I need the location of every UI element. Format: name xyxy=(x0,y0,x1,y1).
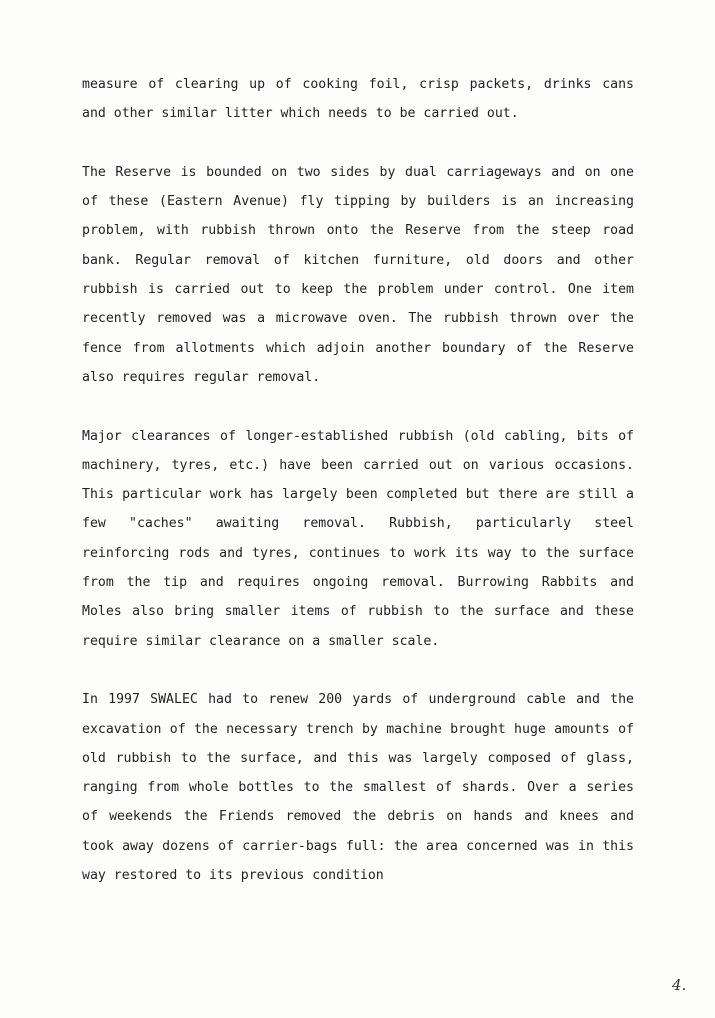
paragraph-litter: measure of clearing up of cooking foil, crisp packets, drinks cans and other similar litter which needs to be carried out. xyxy=(82,77,634,122)
page-number: 4. xyxy=(672,976,687,994)
paragraph-swalec-cable: In 1997 SWALEC had to renew 200 yards of underground cable and the excavation of the necessary trench by machine brought huge amounts of old rubbish to the surface, and this was largely composed of glass, ranging from whole bottles to the smallest of shards. Over a series of weekends the Friends removed the debris on hands and knees and took away dozens of carrier-bags full: the area concerned was in this way restored to its previous condition xyxy=(82,692,634,884)
paragraph-fly-tipping: The Reserve is bounded on two sides by dual carriageways and on one of these (Eastern Avenue) fly tipping by builders is an increasing problem, with rubbish thrown onto the Reserve from the steep road bank. Regular removal of kitchen furniture, old doors and other rubbish is carried out to keep the problem under control. One item recently removed was a microwave oven. The rubbish thrown over the fence from allotments which adjoin another boundary of the Reserve also requires regular removal. xyxy=(82,164,634,385)
document-body xyxy=(82,70,634,920)
paragraph-major-clearances: Major clearances of longer-established rubbish (old cabling, bits of machinery, tyres, etc.) have been carried out on various occasions. This particular work has largely been completed but there are still a few "caches" awaiting removal. Rubbish, particularly steel reinforcing rods and tyres, continues to work its way to the surface from the tip and requires ongoing removal. Burrowing Rabbits and Moles also bring smaller items of rubbish to the surface and these require similar clearance on a smaller scale. xyxy=(82,428,634,649)
